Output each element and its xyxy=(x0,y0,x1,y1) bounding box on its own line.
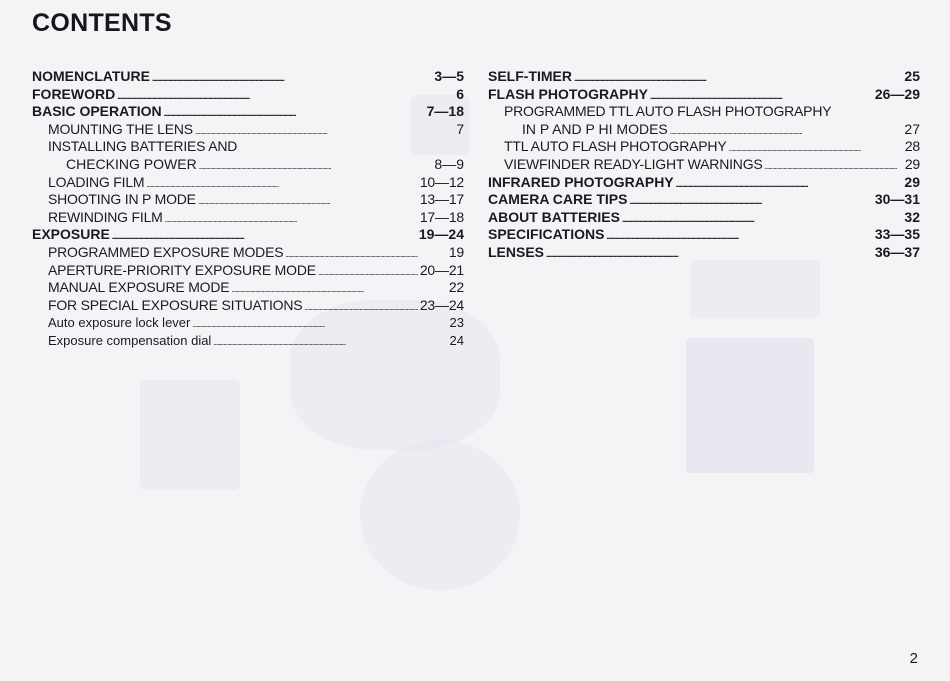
toc-entry-page: 29 xyxy=(904,173,920,190)
toc-entry-label: INFRARED PHOTOGRAPHY xyxy=(488,173,674,190)
dot-leader xyxy=(676,176,903,194)
toc-entry-label: ABOUT BATTERIES xyxy=(488,208,620,225)
toc-entry-label: EXPOSURE xyxy=(32,226,110,243)
toc-subsection-entry xyxy=(32,174,464,192)
toc-section-entry xyxy=(488,244,920,262)
toc-section-entry xyxy=(488,226,920,244)
toc-entry-label: VIEWFINDER READY-LIGHT WARNINGS xyxy=(504,155,763,172)
dot-leader xyxy=(165,211,418,229)
dot-leader xyxy=(152,70,432,88)
toc-section-entry xyxy=(488,68,920,86)
toc-section-entry xyxy=(488,191,920,209)
dot-leader xyxy=(199,158,433,176)
toc-subsection-entry xyxy=(32,314,464,332)
toc-left-column xyxy=(32,68,464,350)
toc-entry-label: Auto exposure lock lever xyxy=(48,315,191,331)
toc-entry-label: SHOOTING IN P MODE xyxy=(48,191,196,208)
toc-entry-label: TTL AUTO FLASH PHOTOGRAPHY xyxy=(504,138,727,155)
page-title: CONTENTS xyxy=(32,9,172,37)
toc-entry-page: 3—5 xyxy=(434,68,464,84)
dot-leader xyxy=(117,88,454,106)
toc-entry-label: LENSES xyxy=(488,243,545,260)
toc-entry-page: 24 xyxy=(449,332,464,348)
toc-entry-page: 33—35 xyxy=(874,226,920,243)
toc-subsection-entry xyxy=(32,138,464,156)
toc-entry-page: 7—18 xyxy=(426,103,464,120)
toc-entry-label: FLASH PHOTOGRAPHY xyxy=(488,85,648,102)
toc-entry-page: 8—9 xyxy=(434,155,464,172)
toc-entry-label: PROGRAMMED EXPOSURE MODES xyxy=(48,243,284,260)
toc-entry-label: APERTURE-PRIORITY EXPOSURE MODE xyxy=(48,261,316,278)
toc-subsection-entry xyxy=(488,103,920,121)
dot-leader xyxy=(606,228,872,246)
bleed-through-shape xyxy=(140,380,240,490)
toc-entry-page: 26—29 xyxy=(874,85,920,102)
toc-subsection-entry xyxy=(32,279,464,297)
toc-entry-label: Exposure compensation dial xyxy=(48,332,212,348)
toc-subsection-entry xyxy=(32,191,464,209)
toc-entry-page: 22 xyxy=(448,279,464,296)
toc-entry-page: 7 xyxy=(456,120,464,137)
toc-entry-page: 30—31 xyxy=(874,191,920,208)
bleed-through-shape xyxy=(360,440,520,590)
toc-entry-page: 6 xyxy=(456,85,464,102)
dot-leader xyxy=(164,105,425,123)
toc-entry-label: REWINDING FILM xyxy=(48,208,163,225)
toc-section-entry xyxy=(32,86,464,104)
toc-entry-page: 23 xyxy=(449,315,464,331)
toc-entry-page: 36—37 xyxy=(874,243,920,260)
toc-entry-label: CAMERA CARE TIPS xyxy=(488,191,628,208)
dot-leader xyxy=(304,299,417,317)
toc-entry-page: 20—21 xyxy=(419,261,464,278)
toc-entry-label: SPECIFICATIONS xyxy=(488,226,605,243)
toc-entry-page: 27 xyxy=(904,120,920,137)
dot-leader xyxy=(630,193,873,211)
toc-entry-label: FOREWORD xyxy=(32,85,116,102)
toc-entry-label: IN P AND P HI MODES xyxy=(522,120,668,137)
toc-entry-page: 10—12 xyxy=(419,173,464,190)
toc-entry-page: 28 xyxy=(904,138,920,155)
dot-leader xyxy=(546,246,873,264)
toc-entry-page: 29 xyxy=(904,155,920,172)
page-number: 2 xyxy=(909,650,918,667)
toc-subsection-entry xyxy=(32,156,464,174)
bleed-through-shape xyxy=(690,260,820,318)
toc-subsection-entry xyxy=(488,156,920,174)
toc-right-column xyxy=(488,68,920,262)
toc-entry-page: 19 xyxy=(448,243,464,260)
toc-subsection-entry xyxy=(488,138,920,156)
toc-entry-page: 17—18 xyxy=(419,208,464,225)
toc-section-entry xyxy=(488,174,920,192)
dot-leader xyxy=(192,316,447,334)
dot-leader xyxy=(318,264,418,282)
toc-subsection-entry xyxy=(32,332,464,350)
toc-entry-label: NOMENCLATURE xyxy=(32,68,150,84)
toc-subsection-entry xyxy=(32,244,464,262)
toc-section-entry xyxy=(32,68,464,86)
toc-entry-page: 25 xyxy=(904,68,920,84)
toc-subsection-entry xyxy=(32,121,464,139)
toc-section-entry xyxy=(488,209,920,227)
bleed-through-shape xyxy=(686,338,814,473)
toc-entry-label: MANUAL EXPOSURE MODE xyxy=(48,279,230,296)
toc-entry-page: 19—24 xyxy=(418,226,464,243)
dot-leader xyxy=(622,211,902,229)
toc-entry-page: 13—17 xyxy=(419,191,464,208)
toc-subsection-entry xyxy=(32,209,464,227)
toc-entry-label: LOADING FILM xyxy=(48,173,145,190)
toc-entry-page: 32 xyxy=(904,208,920,225)
toc-subsection-entry xyxy=(32,262,464,280)
dot-leader xyxy=(198,193,418,211)
toc-entry-label: CHECKING POWER xyxy=(66,155,197,172)
dot-leader xyxy=(213,334,447,352)
dot-leader xyxy=(765,158,903,176)
toc-subsection-entry xyxy=(488,121,920,139)
toc-entry-label: BASIC OPERATION xyxy=(32,103,162,120)
toc-entry-label: PROGRAMMED TTL AUTO FLASH PHOTOGRAPHY xyxy=(504,103,832,120)
toc-section-entry xyxy=(32,103,464,121)
toc-entry-page: 23—24 xyxy=(419,296,464,313)
toc-subsection-entry xyxy=(32,297,464,315)
toc-entry-label: FOR SPECIAL EXPOSURE SITUATIONS xyxy=(48,296,303,313)
toc-entry-label: MOUNTING THE LENS xyxy=(48,120,193,137)
toc-entry-label: SELF-TIMER xyxy=(488,68,572,84)
toc-section-entry xyxy=(488,86,920,104)
toc-entry-label: INSTALLING BATTERIES AND xyxy=(48,138,238,155)
toc-section-entry xyxy=(32,226,464,244)
